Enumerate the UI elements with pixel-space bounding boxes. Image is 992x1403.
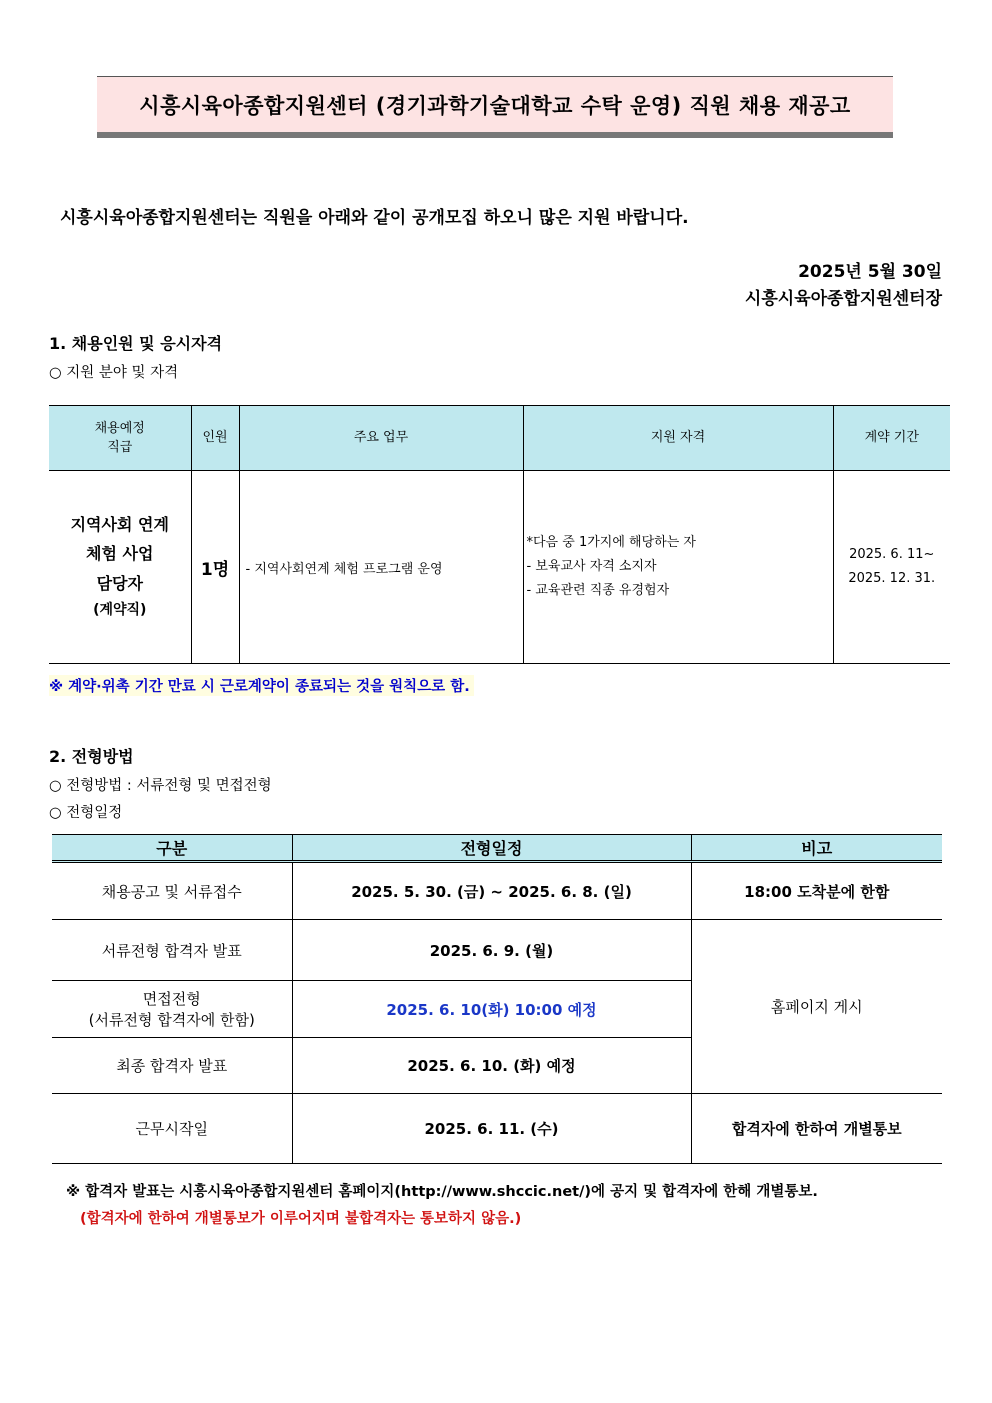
- page-title: 시흥시육아종합지원센터 (경기과학기술대학교 수탁 운영) 직원 채용 재공고: [139, 93, 851, 118]
- cell-note-homepage: 홈페이지 게시: [691, 920, 942, 1094]
- header-schedule: 전형일정: [292, 835, 691, 862]
- cell-count: 1명: [191, 471, 239, 664]
- cell-duty: - 지역사회연계 체험 프로그램 운영: [239, 471, 523, 664]
- cell-note: 합격자에 한하여 개별통보: [691, 1094, 942, 1164]
- contract-notice: ※ 계약·위촉 기간 만료 시 근로계약이 종료되는 것을 원칙으로 함.: [49, 675, 474, 696]
- table-row: [52, 862, 942, 920]
- cell-schedule: 2025. 5. 30. (금) ~ 2025. 6. 8. (일): [292, 862, 691, 920]
- footnote-announcement: ※ 합격자 발표는 시흥시육아종합지원센터 홈페이지(http://www.shccic.net/)에 공지 및 합격자에 한해 개별통보.: [66, 1184, 818, 1200]
- cell-category: 최종 합격자 발표: [52, 1038, 292, 1094]
- header-position: 채용예정 직급: [49, 406, 191, 471]
- cell-schedule: 2025. 6. 11. (수): [292, 1094, 691, 1164]
- section1-sub: ○ 지원 분야 및 자격: [49, 365, 179, 381]
- title-box: [97, 76, 893, 138]
- section2-sub-method: ○ 전형방법 : 서류전형 및 면접전형: [49, 778, 272, 794]
- section2-heading: 2. 전형방법: [49, 747, 134, 766]
- header-category: 구분: [52, 835, 292, 862]
- header-count: 인원: [191, 406, 239, 471]
- qualification-table: [49, 405, 950, 664]
- cell-period: 2025. 6. 11~ 2025. 12. 31.: [833, 471, 950, 664]
- cell-category: 서류전형 합격자 발표: [52, 920, 292, 981]
- cell-schedule: 2025. 6. 10. (화) 예정: [292, 1038, 691, 1094]
- cell-note: 18:00 도착분에 한함: [691, 862, 942, 920]
- cell-position: 지역사회 연계 체험 사업 담당자 (계약직): [49, 471, 191, 664]
- table-row: [52, 920, 942, 981]
- cell-qualification: *다음 중 1가지에 해당하는 자 - 보육교사 자격 소지자 - 교육관련 직종 유경험자: [523, 471, 833, 664]
- header-period: 계약 기간: [833, 406, 950, 471]
- cell-category: 면접전형 (서류전형 합격자에 한함): [52, 981, 292, 1038]
- table-header-row: [52, 835, 942, 862]
- intro-text: 시흥시육아종합지원센터는 직원을 아래와 같이 공개모집 하오니 많은 지원 바랍니다.: [60, 208, 689, 228]
- header-duty: 주요 업무: [239, 406, 523, 471]
- section1-heading: 1. 채용인원 및 응시자격: [49, 334, 223, 353]
- section2-sub-schedule: ○ 전형일정: [49, 805, 123, 821]
- header-qualification: 지원 자격: [523, 406, 833, 471]
- footnote-individual: (합격자에 한하여 개별통보가 이루어지며 불합격자는 통보하지 않음.): [80, 1211, 522, 1227]
- cell-category: 근무시작일: [52, 1094, 292, 1164]
- cell-schedule: 2025. 6. 9. (월): [292, 920, 691, 981]
- schedule-table: [52, 834, 942, 1164]
- table-row: [52, 1094, 942, 1164]
- cell-category: 채용공고 및 서류접수: [52, 862, 292, 920]
- table-header-row: [49, 406, 950, 471]
- cell-schedule-interview: 2025. 6. 10(화) 10:00 예정: [292, 981, 691, 1038]
- header-note: 비고: [691, 835, 942, 862]
- announcement-date: 2025년 5월 30일: [798, 262, 942, 282]
- table-row: [49, 471, 950, 664]
- announcement-signature: 시흥시육아종합지원센터장: [744, 289, 942, 309]
